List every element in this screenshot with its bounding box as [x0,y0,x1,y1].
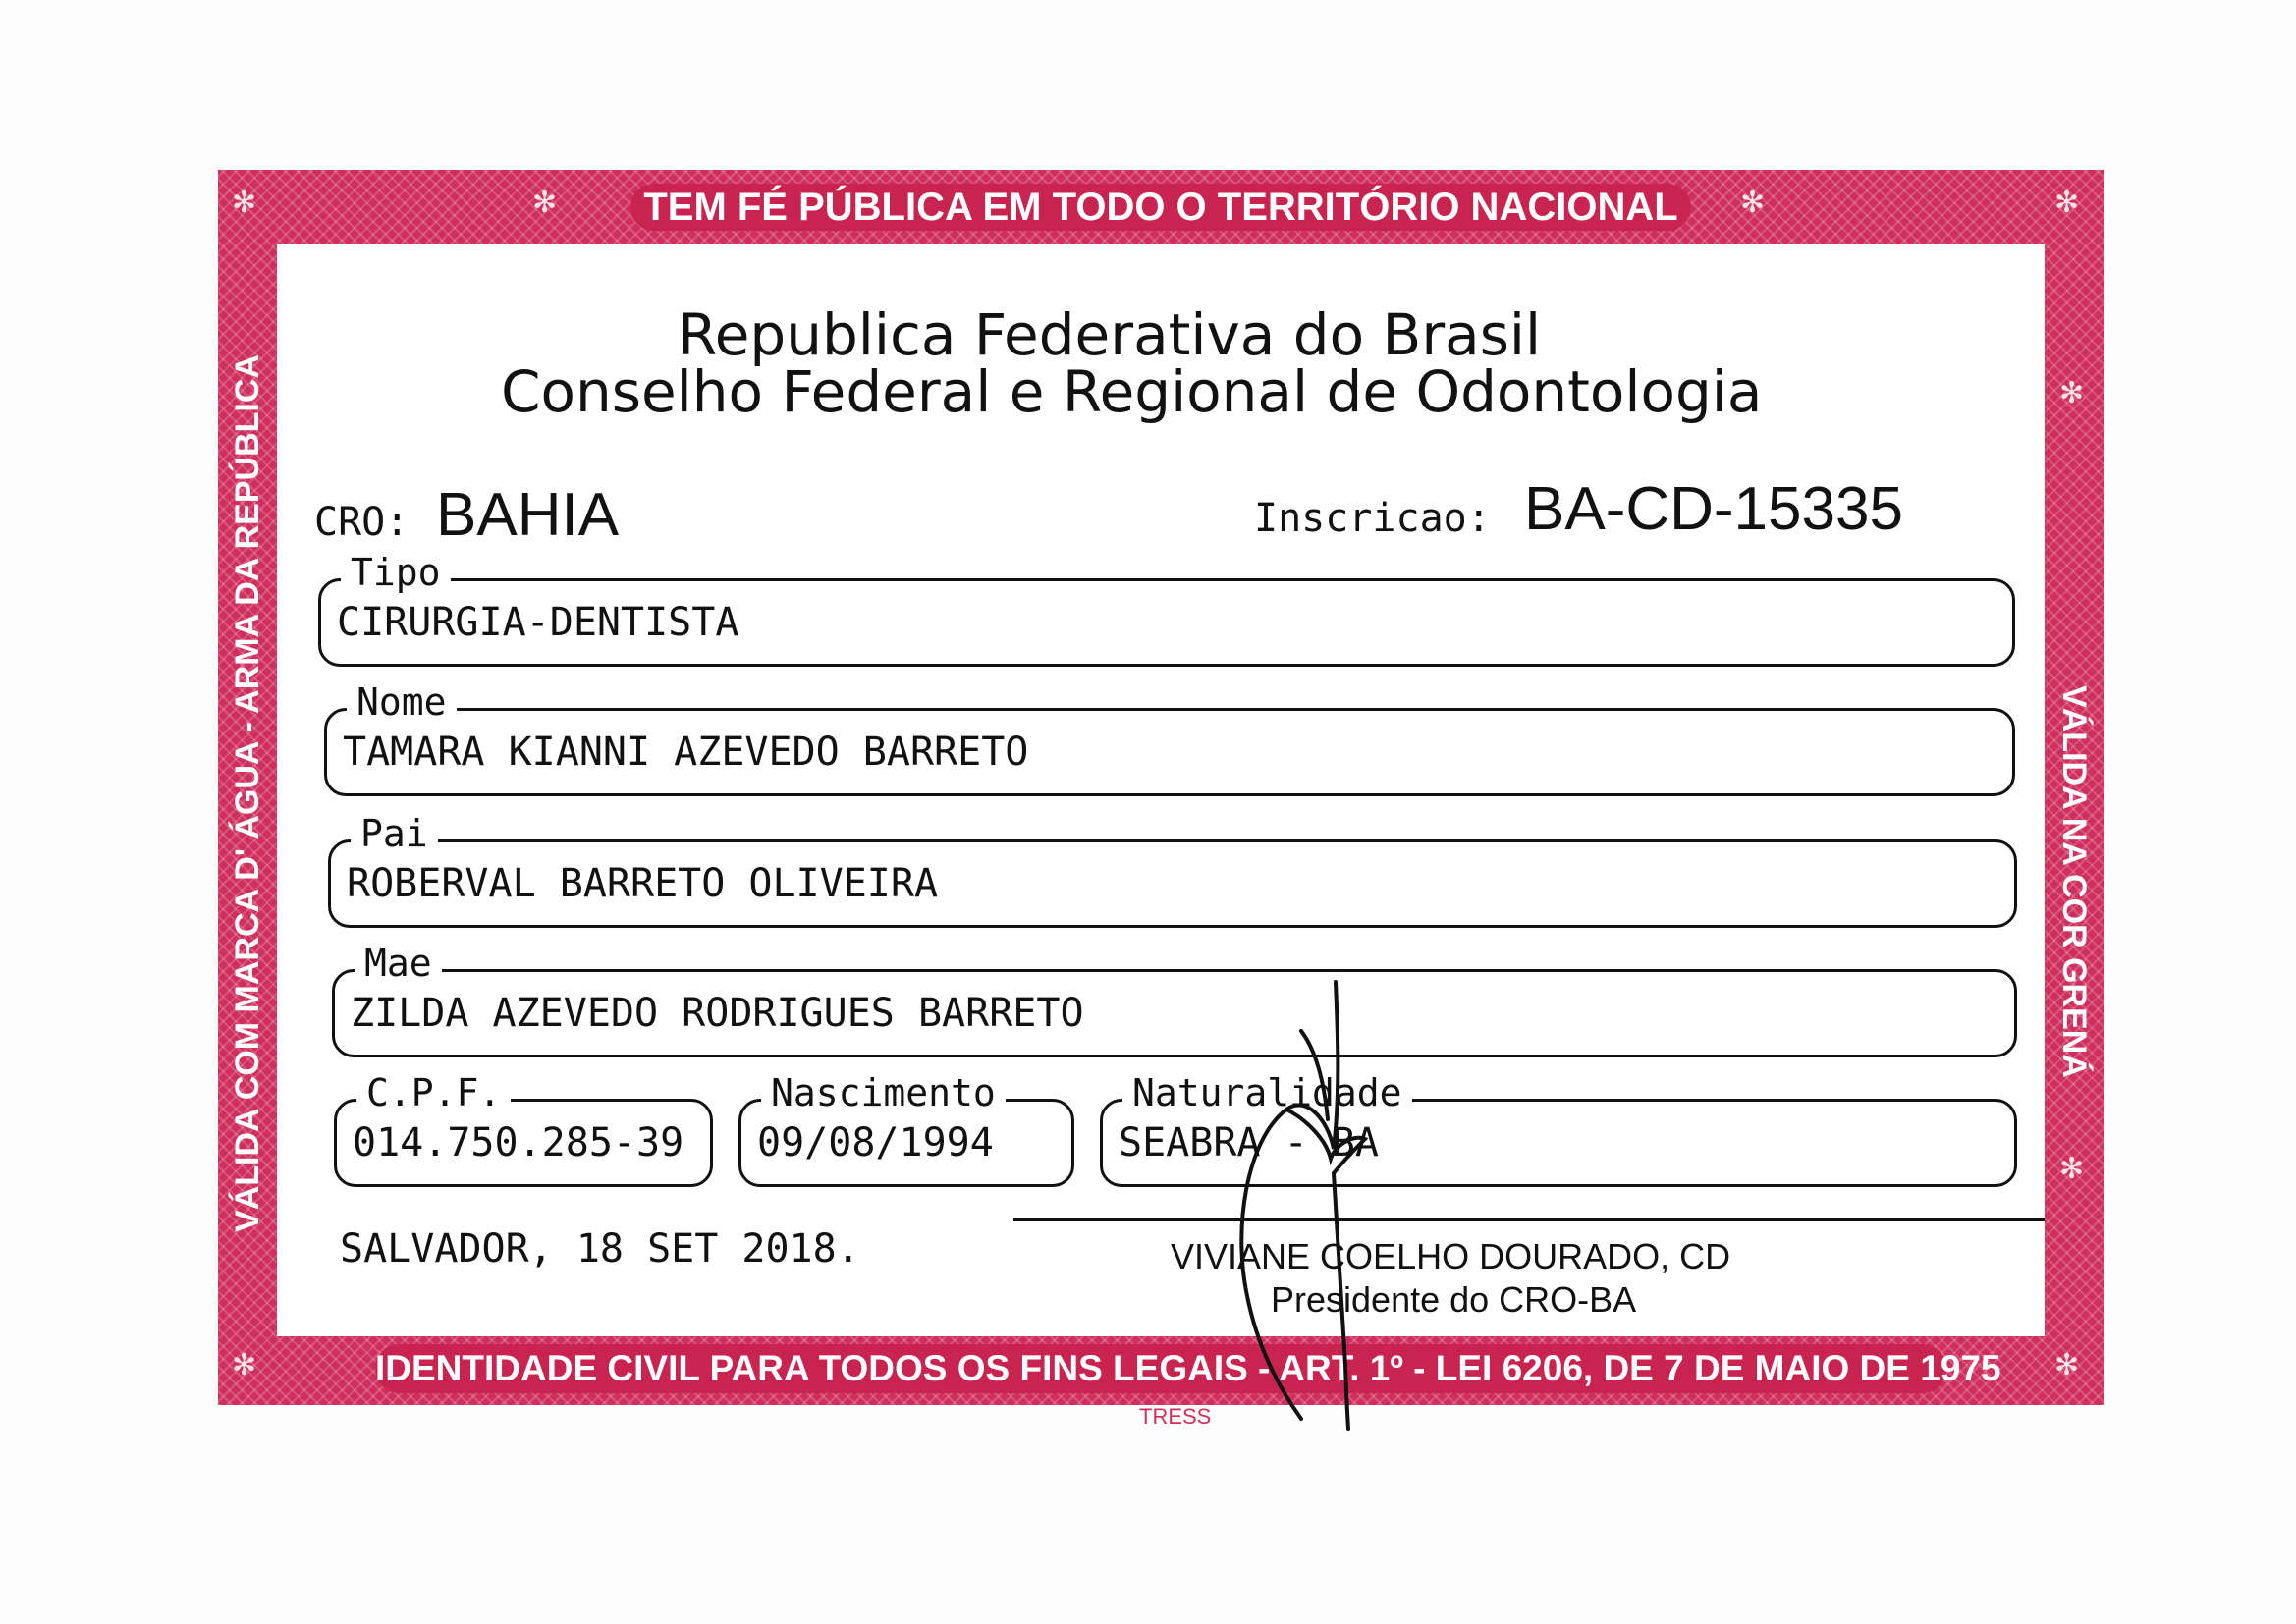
top-banner: TEM FÉ PÚBLICA EM TODO O TERRITÓRIO NACIONAL [630,184,1691,231]
handwritten-signature [1208,972,1404,1434]
rosette-ornament: ✻ [1740,186,1766,220]
cpf-field [334,1071,713,1187]
tipo-field [318,551,2015,667]
nome-value: TAMARA KIANNI AZEVEDO BARRETO [343,730,1029,775]
signatory-role: Presidente do CRO-BA [1271,1279,1637,1320]
printer-mark: TRESS [1139,1404,1212,1429]
mae-value: ZILDA AZEVEDO RODRIGUES BARRETO [351,991,1084,1036]
rosette-ornament: ✻ [2054,186,2080,220]
card-body [277,244,2045,1336]
cpf-value: 014.750.285-39 [353,1120,684,1165]
naturalidade-label: Naturalidade [1122,1074,1412,1111]
left-side-banner: VÁLIDA COM MARCA D' ÁGUA - ARMA DA REPÚBLICA [229,354,266,1232]
inscricao-value: BA-CD-15335 [1524,475,1903,543]
tipo-label: Tipo [341,554,451,591]
mae-label: Mae [355,945,442,982]
id-card [218,170,2104,1405]
nascimento-value: 09/08/1994 [757,1120,994,1165]
header-subtitle: Conselho Federal e Regional de Odontologia [501,358,1763,425]
rosette-ornament: ✻ [232,186,257,220]
cro-label: CRO: [314,500,410,545]
rosette-ornament: ✻ [2059,1152,2085,1186]
cro-value: BAHIA [436,481,620,549]
signatory-name: VIVIANE COELHO DOURADO, CD [1171,1236,1731,1276]
right-side-banner: VÁLIDA NA COR GRENÁ [2055,685,2093,1078]
nome-field [324,680,2015,796]
nome-label: Nome [347,683,457,721]
nascimento-field [738,1071,1074,1187]
naturalidade-value: SEABRA - BA [1119,1120,1379,1165]
cpf-label: C.P.F. [356,1074,511,1111]
bottom-banner: IDENTIDADE CIVIL PARA TODOS OS FINS LEGAIS - ART. 1º - LEI 6206, DE 7 DE MAIO DE 1975 [375,1344,1946,1393]
pai-label: Pai [351,815,438,852]
rosette-ornament: ✻ [2059,376,2085,410]
pai-field [328,812,2017,928]
rosette-ornament: ✻ [532,186,558,220]
pai-value: ROBERVAL BARRETO OLIVEIRA [347,861,939,906]
header-title: Republica Federativa do Brasil [678,301,1542,368]
inscricao-label: Inscricao: [1254,496,1491,541]
signature-line [1013,1218,2045,1221]
mae-field [332,942,2017,1057]
rosette-ornament: ✻ [232,1348,257,1382]
issue-place-date: SALVADOR, 18 SET 2018. [340,1226,860,1272]
rosette-ornament: ✻ [2054,1348,2080,1382]
nascimento-label: Nascimento [761,1074,1006,1111]
tipo-value: CIRURGIA-DENTISTA [337,600,739,645]
